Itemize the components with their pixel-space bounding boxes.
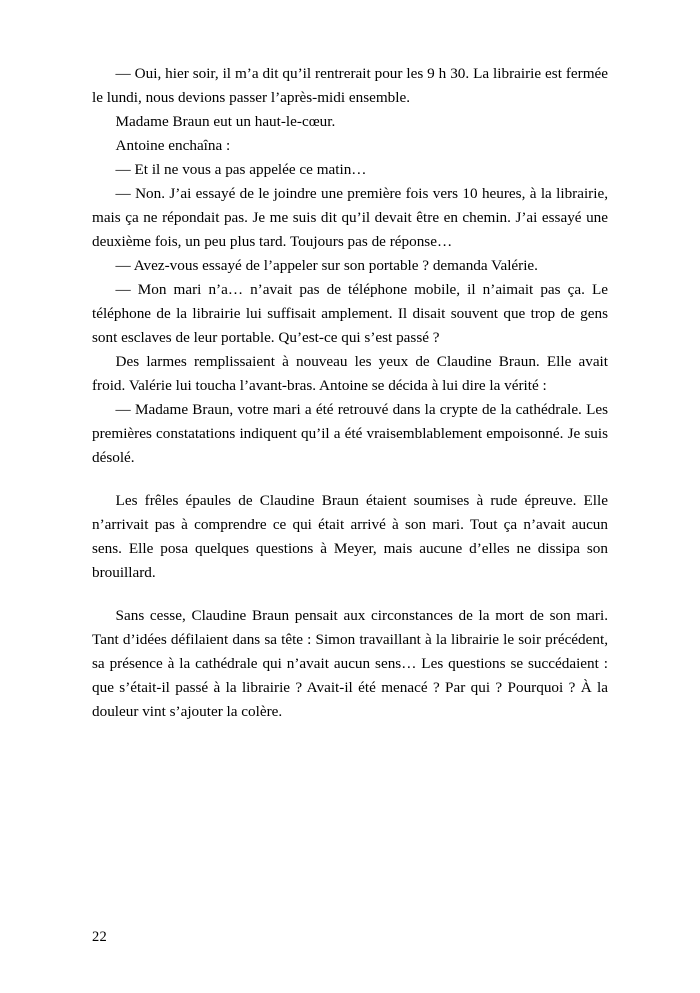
paragraph: Sans cesse, Claudine Braun pensait aux circonstances de la mort de son mari. Tant d’idées défilaient dans sa tête : Simon travaillant à la librairie le soir précédent, sa présence à la cathédrale qui n’avait aucun sens… Les questions se succédaient : que s’était-il passé à la librairie ? Avait-il été menacé ? Par qui ? Pourquoi ? À la douleur vint s’ajouter la colère.: [92, 607, 608, 721]
paragraph: — Avez-vous essayé de l’appeler sur son portable ? demanda Valérie.: [115, 257, 538, 275]
paragraph: — Madame Braun, votre mari a été retrouvé dans la crypte de la cathédrale. Les premières constatations indiquent qu’il a été vraisemblablement empoisonné. Je suis désolé.: [92, 401, 608, 467]
paragraph: Madame Braun eut un haut-le-cœur.: [115, 113, 336, 131]
paragraph-break: [92, 470, 608, 489]
paragraph: — Et il ne vous a pas appelée ce matin…: [115, 161, 367, 179]
paragraph: Antoine enchaîna :: [115, 137, 231, 155]
page-number: 22: [92, 929, 107, 945]
paragraph: — Non. J’ai essayé de le joindre une première fois vers 10 heures, à la librairie, mais ça ne répondait pas. Je me suis dit qu’il devait être en chemin. J’ai essayé une deuxième fois, un peu plus tard. Toujours pas de réponse…: [92, 185, 608, 251]
text-block-2: [92, 489, 608, 585]
text-block-1: [92, 62, 608, 470]
paragraph: Les frêles épaules de Claudine Braun étaient soumises à rude épreuve. Elle n’arrivait pas à comprendre ce qui était arrivé à son mari. Tout ça n’avait aucun sens. Elle posa quelques questions à Meyer, mais aucune d’elles ne dissipa son brouillard.: [92, 492, 608, 582]
paragraph: — Mon mari n’a… n’avait pas de téléphone mobile, il n’aimait pas ça. Le téléphone de la librairie lui suffisait amplement. Il disait souvent que trop de gens sont esclaves de leur portable. Qu’est-ce qui s’est passé ?: [92, 281, 608, 347]
page-body: [92, 62, 608, 724]
paragraph: — Oui, hier soir, il m’a dit qu’il rentrerait pour les 9 h 30. La librairie est fermée le lundi, nous devions passer l’après-midi ensemble.: [92, 65, 608, 107]
paragraph: Des larmes remplissaient à nouveau les yeux de Claudine Braun. Elle avait froid. Valérie lui toucha l’avant-bras. Antoine se décida à lui dire la vérité :: [92, 353, 608, 395]
text-block-3: [92, 604, 608, 724]
paragraph-break: [92, 585, 608, 604]
